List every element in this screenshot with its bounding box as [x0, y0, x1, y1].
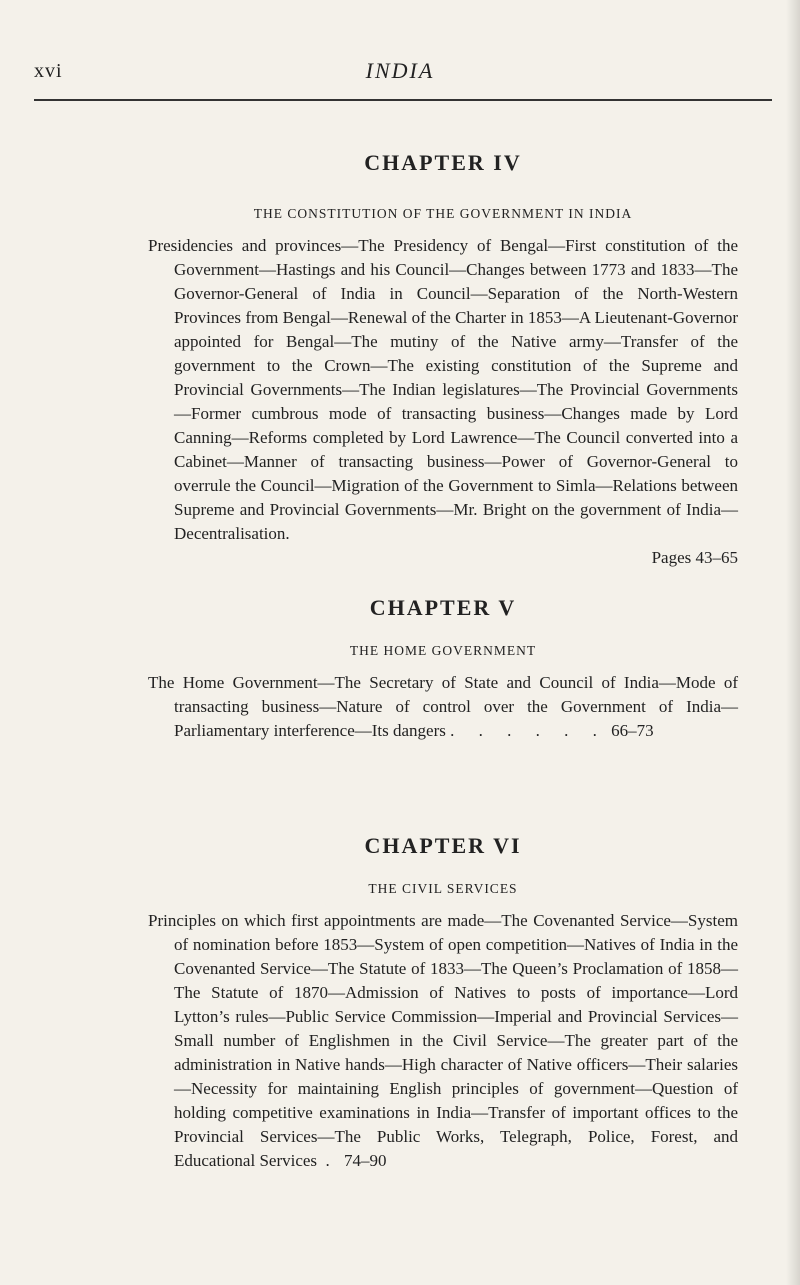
chapter-summary: Presidencies and provinces—The Presidency of Bengal—First constitution of the Government—Hastings and his Council—Changes between 1773 and 1833—The Governor-General of India in Council—Separation of the North-Western Provinces from Bengal—Renewal of the Charter in 1853—A Lieutenant-Governor appointed for Bengal—The mutiny of the Native army—Transfer of the government to the Crown—The existing constitution of the Supreme and Provincial Governments—The Indian legislatures—The Provincial Governments—Former cumbrous mode of transacting business—Changes made by Lord Canning—Reforms completed by Lord Lawrence—The Council converted into a Cabinet—Manner of transacting business—Power of Governor-General to overrule the Council—Migration of the Government to Simla—Relations between Supreme and Provincial Governments—Mr. Bright on the government of India—Decentralisation.: [148, 236, 738, 543]
dot-leader: .: [325, 1151, 340, 1170]
chapter-summary-text: The Home Government—The Secretary of State and Council of India—Mode of transacting business—Nature of control over the Government of India—Parliamentary interference—Its dangers: [148, 673, 738, 740]
running-title: INDIA: [365, 58, 435, 83]
dot-leader: . . . . . .: [450, 721, 607, 740]
chapter-title: CHAPTER IV: [364, 150, 522, 175]
chapter-title: CHAPTER VI: [364, 833, 522, 858]
page-header: [0, 0, 800, 100]
chapter-pages: Pages 43–65: [651, 548, 738, 567]
chapter-vi: [148, 833, 738, 1173]
page-edge-shadow: [786, 0, 800, 1285]
chapter-pages: 74–90: [344, 1151, 387, 1170]
chapter-v: [148, 595, 738, 743]
chapter-iv: [148, 150, 738, 570]
page-number: xvi: [34, 60, 63, 82]
chapter-subtitle: THE CONSTITUTION OF THE GOVERNMENT IN INDIA: [253, 206, 633, 221]
chapter-subtitle: THE CIVIL SERVICES: [368, 881, 518, 896]
chapter-title: CHAPTER V: [369, 595, 517, 620]
header-rule: [34, 99, 772, 101]
chapter-summary: [148, 671, 738, 743]
chapter-pages: 66–73: [611, 721, 654, 740]
chapter-subtitle: THE HOME GOVERNMENT: [349, 643, 537, 658]
chapter-summary: [148, 909, 738, 1173]
chapter-summary-text: Principles on which first appointments are made—The Covenanted Service—System of nomination before 1853—System of open competition—Natives of India in the Covenanted Service—The Statute of 1833—The Queen’s Proclamation of 1858—The Statute of 1870—Admission of Natives to posts of importance—Lord Lytton’s rules—Public Service Commission—Imperial and Provincial Services—Small number of Englishmen in the Civil Service—The greater part of the administration in Native hands—High character of Native officers—Their salaries—Necessity for maintaining English principles of government—Question of holding competitive examinations in India—Transfer of important offices to the Provincial Services—The Public Works, Telegraph, Police, Forest, and Educational Services: [148, 911, 738, 1170]
